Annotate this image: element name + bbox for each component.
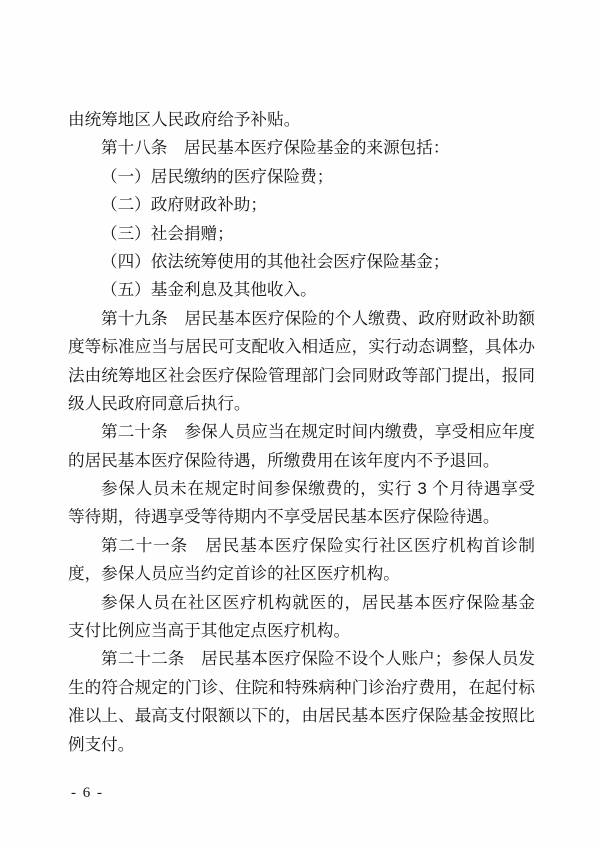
text-line: 级人民政府同意后执行。 (68, 393, 251, 413)
text-line: 由统筹地区人民政府给予补贴。 (68, 110, 301, 129)
text-line-list-item-4: （四）依法统筹使用的其他社会医疗保险基金； (101, 251, 450, 271)
text-line: 法由统筹地区社会医疗保险管理部门会同财政等部门提出，报同 (68, 365, 535, 385)
text-line: 准以上、最高支付限额以下的，由居民基本医疗保险基金按照比 (68, 706, 535, 726)
page-number: - 6 - (71, 785, 104, 801)
text-line: 参保人员在社区医疗机构就医的，居民基本医疗保险基金 (101, 592, 535, 612)
text-line: 的居民基本医疗保险待遇，所缴费用在该年度内不予退回。 (68, 450, 500, 470)
text-line: 参保人员未在规定时间参保缴费的，实行 3 个月待遇享受 (101, 479, 535, 499)
text-line: 生的符合规定的门诊、住院和特殊病种门诊治疗费用，在起付标 (68, 677, 535, 697)
text-line-article-19: 第十九条 居民基本医疗保险的个人缴费、政府财政补助额 (101, 308, 535, 328)
text-line: 等待期，待遇享受等待期内不享受居民基本医疗保险待遇。 (68, 507, 500, 527)
text-line: 度，参保人员应当约定首诊的社区医疗机构。 (68, 564, 400, 584)
text-line-article-20: 第二十条 参保人员应当在规定时间内缴费，享受相应年度 (101, 422, 535, 442)
text-line-list-item-2: （二）政府财政补助； (101, 195, 267, 215)
text-line: 度等标准应当与居民可支配收入相适应，实行动态调整，具体办 (68, 337, 535, 357)
text-line-article-18: 第十八条 居民基本医疗保险基金的来源包括： (101, 138, 450, 158)
text-line-article-22: 第二十二条 居民基本医疗保险不设个人账户；参保人员发 (101, 649, 535, 669)
text-line: 支付比例应当高于其他定点医疗机构。 (68, 621, 351, 641)
document-body (68, 106, 535, 759)
text-line-article-21: 第二十一条 居民基本医疗保险实行社区医疗机构首诊制 (101, 535, 535, 555)
text-line-list-item-5: （五）基金利息及其他收入。 (101, 280, 317, 300)
text-line: 例支付。 (68, 734, 135, 754)
text-line-list-item-1: （一）居民缴纳的医疗保险费； (101, 166, 334, 186)
text-line-list-item-3: （三）社会捐赠； (101, 223, 234, 243)
